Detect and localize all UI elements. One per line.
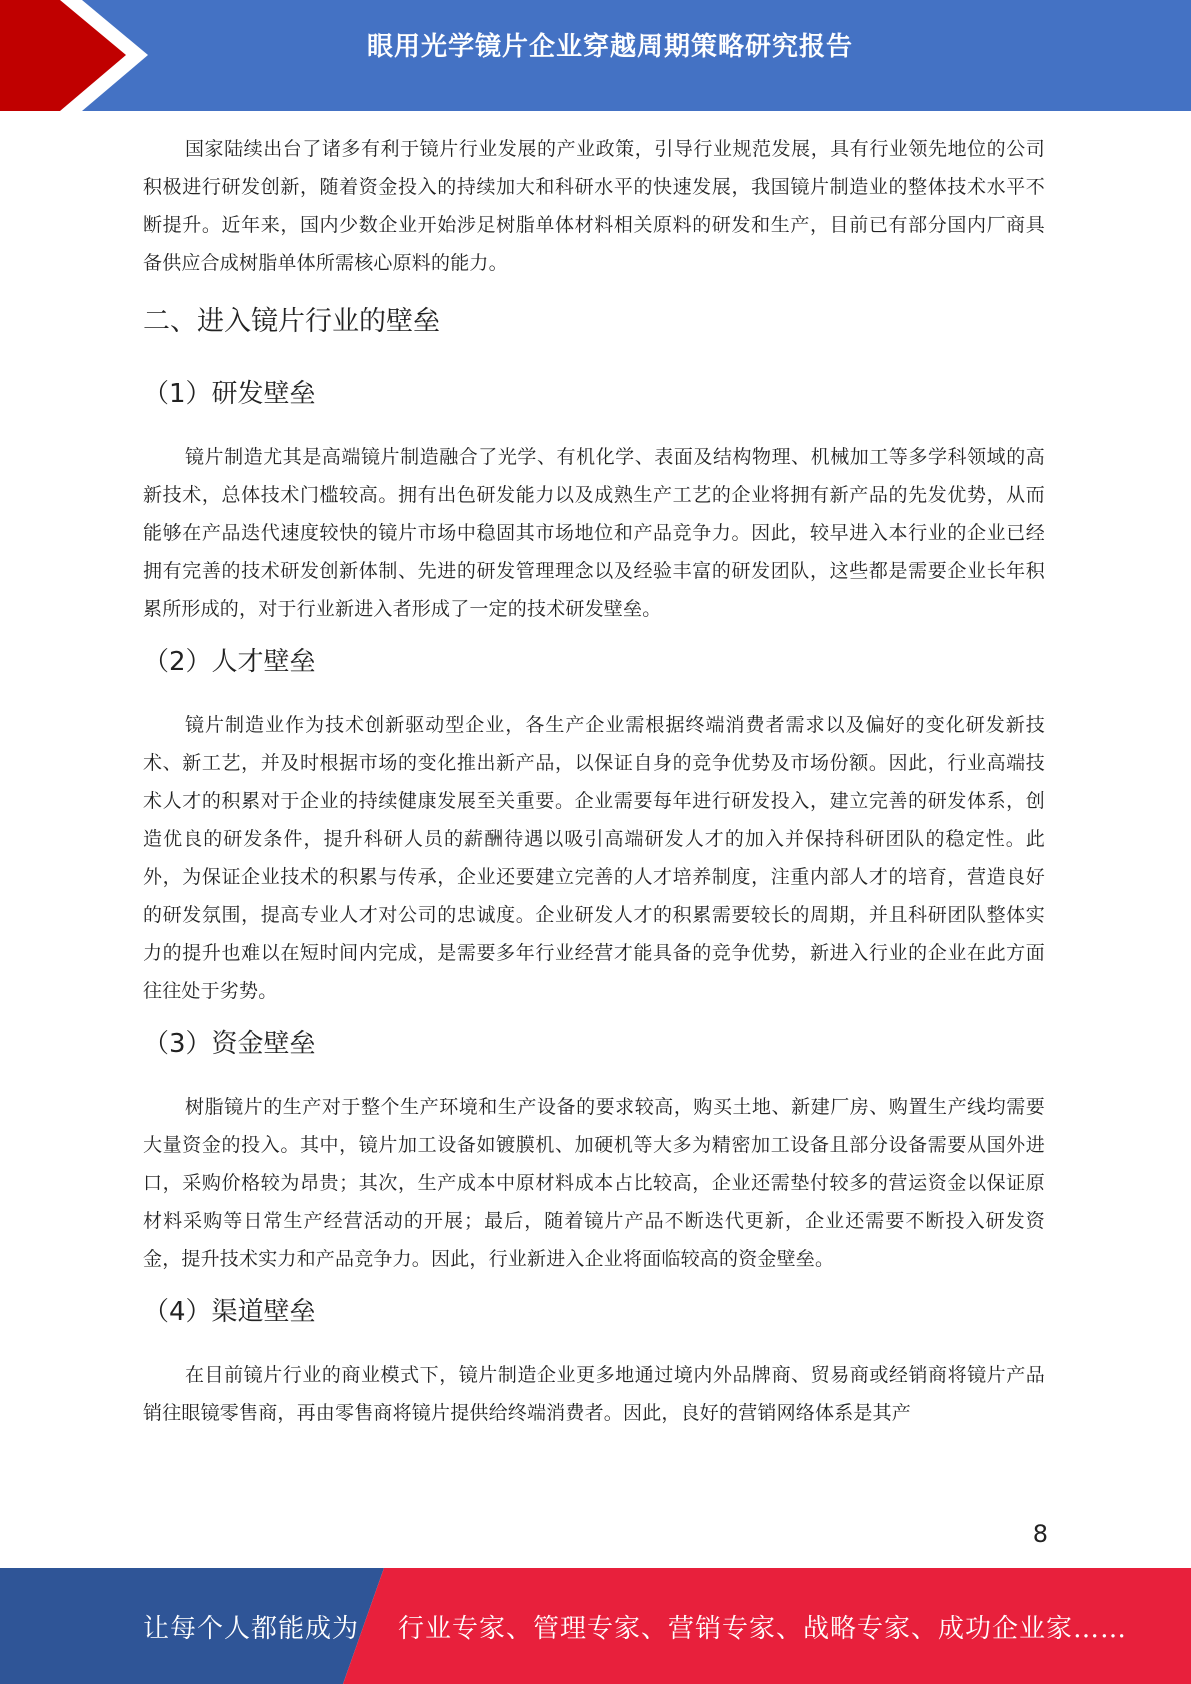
intro-paragraph: 国家陆续出台了诸多有利于镜片行业发展的产业政策，引导行业规范发展，具有行业领先地位的公司积极进行研发创新，随着资金投入的持续加大和科研水平的快速发展，我国镜片制造业的整体技术水平不断提升。近年来，国内少数企业开始涉足树脂单体材料相关原料的研发和生产，目前已有部分国内厂商具备供应合成树脂单体所需核心原料的能力。 bbox=[143, 138, 1045, 274]
header-title: 眼用光学镜片企业穿越周期策略研究报告 bbox=[366, 32, 853, 62]
subsection-body-talent: 镜片制造业作为技术创新驱动型企业，各生产企业需根据终端消费者需求以及偏好的变化研发新技术、新工艺，并及时根据市场的变化推出新产品，以保证自身的竞争优势及市场份额。因此，行业高端技术人才的积累对于企业的持续健康发展至关重要。企业需要每年进行研发投入，建立完善的研发体系，创造优良的研发条件，提升科研人员的薪酬待遇以吸引高端研发人才的加入并保持科研团队的稳定性。此外，为保证企业技术的积累与传承，企业还要建立完善的人才培养制度，注重内部人才的培育，营造良好的研发氛围，提高专业人才对公司的忠诚度。企业研发人才的积累需要较长的周期，并且科研团队整体实力的提升也难以在短时间内完成，是需要多年行业经营才能具备的竞争优势，新进入行业的企业在此方面往往处于劣势。 bbox=[143, 714, 1045, 1002]
subsection-body-channel: 在目前镜片行业的商业模式下，镜片制造企业更多地通过境内外品牌商、贸易商或经销商将镜片产品销往眼镜零售商，再由零售商将镜片提供给终端消费者。因此，良好的营销网络体系是其产 bbox=[143, 1364, 1045, 1424]
subsection-title-rd: （1）研发壁垒 bbox=[143, 379, 316, 409]
subsection-body-capital: 树脂镜片的生产对于整个生产环境和生产设备的要求较高，购买土地、新建厂房、购置生产线均需要大量资金的投入。其中，镜片加工设备如镀膜机、加硬机等大多为精密加工设备且部分设备需要从国外进口，采购价格较为昂贵；其次，生产成本中原材料成本占比较高，企业还需垫付较多的营运资金以保证原材料采购等日常生产经营活动的开展；最后，随着镜片产品不断迭代更新，企业还需要不断投入研发资金，提升技术实力和产品竞争力。因此，行业新进入企业将面临较高的资金壁垒。 bbox=[143, 1096, 1045, 1270]
page-content bbox=[143, 130, 1045, 1432]
subsection-title-channel: （4）渠道壁垒 bbox=[143, 1297, 316, 1327]
subsection-title-talent: （2）人才壁垒 bbox=[143, 647, 316, 677]
page-header bbox=[0, 0, 1191, 111]
section-title: 二、进入镜片行业的壁垒 bbox=[143, 306, 440, 337]
page-footer bbox=[0, 1568, 1191, 1684]
page-number: 8 bbox=[1032, 1520, 1048, 1548]
footer-slogan-left: 让每个人都能成为 bbox=[143, 1614, 360, 1644]
subsection-body-rd: 镜片制造尤其是高端镜片制造融合了光学、有机化学、表面及结构物理、机械加工等多学科领域的高新技术，总体技术门槛较高。拥有出色研发能力以及成熟生产工艺的企业将拥有新产品的先发优势，从而能够在产品迭代速度较快的镜片市场中稳固其市场地位和产品竞争力。因此，较早进入本行业的企业已经拥有完善的技术研发创新体制、先进的研发管理理念以及经验丰富的研发团队，这些都是需要企业长年积累所形成的，对于行业新进入者形成了一定的技术研发壁垒。 bbox=[143, 446, 1045, 620]
subsection-title-capital: （3）资金壁垒 bbox=[143, 1029, 316, 1059]
footer-slogan-right: 行业专家、管理专家、营销专家、战略专家、成功企业家…… bbox=[398, 1614, 1128, 1644]
